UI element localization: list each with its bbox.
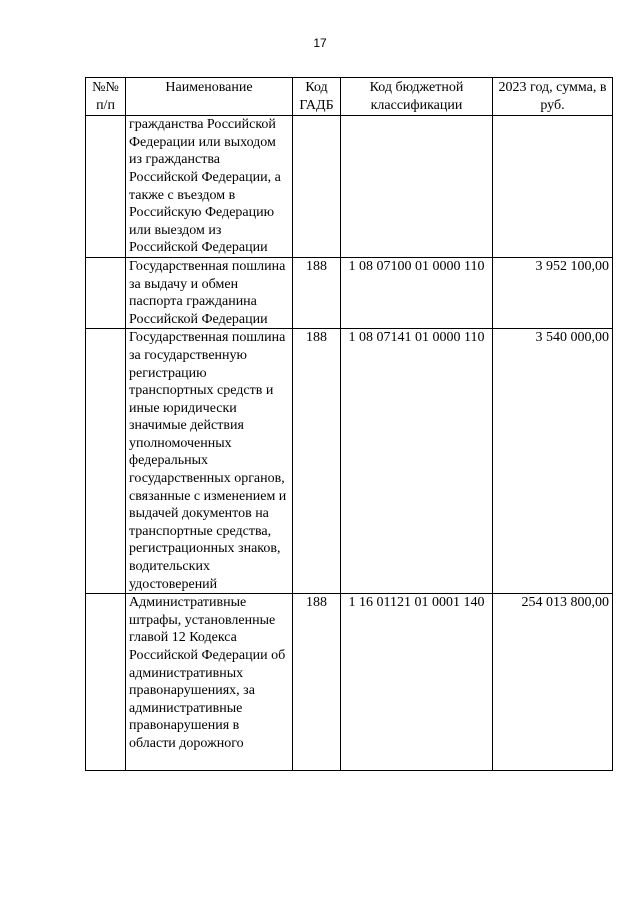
header-budget-classification-code: Код бюджетной классификации — [341, 78, 493, 116]
row-budget-code: 1 08 07100 01 0000 110 — [341, 257, 493, 328]
header-name: Наименование — [126, 78, 293, 116]
row-budget-code — [341, 116, 493, 258]
budget-revenue-table — [85, 77, 613, 771]
row-amount: 254 013 800,00 — [493, 594, 613, 771]
table-row — [86, 116, 613, 258]
row-amount: 3 540 000,00 — [493, 329, 613, 594]
row-gadb-code: 188 — [293, 594, 341, 771]
table-header-row — [86, 78, 613, 116]
page-number: 17 — [313, 36, 327, 50]
row-number — [86, 594, 126, 771]
row-number — [86, 257, 126, 328]
row-gadb-code: 188 — [293, 329, 341, 594]
row-gadb-code: 188 — [293, 257, 341, 328]
table-row — [86, 257, 613, 328]
table-row — [86, 594, 613, 771]
table-row — [86, 329, 613, 594]
header-number: №№ п/п — [86, 78, 126, 116]
row-name: гражданства Российской Федерации или выходом из гражданства Российской Федерации, а также с въездом в Российскую Федерацию или выездом из Российской Федерации — [126, 116, 293, 258]
row-amount: 3 952 100,00 — [493, 257, 613, 328]
row-number — [86, 116, 126, 258]
row-number — [86, 329, 126, 594]
row-name: Государственная пошлина за выдачу и обмен паспорта гражданина Российской Федерации — [126, 257, 293, 328]
row-amount — [493, 116, 613, 258]
header-gadb-code: Код ГАДБ — [293, 78, 341, 116]
row-gadb-code — [293, 116, 341, 258]
row-name: Административные штрафы, установленные главой 12 Кодекса Российской Федерации об административных правонарушениях, за административные правонарушения в области дорожного — [126, 594, 293, 771]
row-name: Государственная пошлина за государственную регистрацию транспортных средств и иные юридически значимые действия уполномоченных федеральных государственных органов, связанные с изменением и выдачей документов на транспортные средства, регистрационных знаков, водительских удостоверений — [126, 329, 293, 594]
header-amount-2023: 2023 год, сумма, в руб. — [493, 78, 613, 116]
row-budget-code: 1 16 01121 01 0001 140 — [341, 594, 493, 771]
row-budget-code: 1 08 07141 01 0000 110 — [341, 329, 493, 594]
